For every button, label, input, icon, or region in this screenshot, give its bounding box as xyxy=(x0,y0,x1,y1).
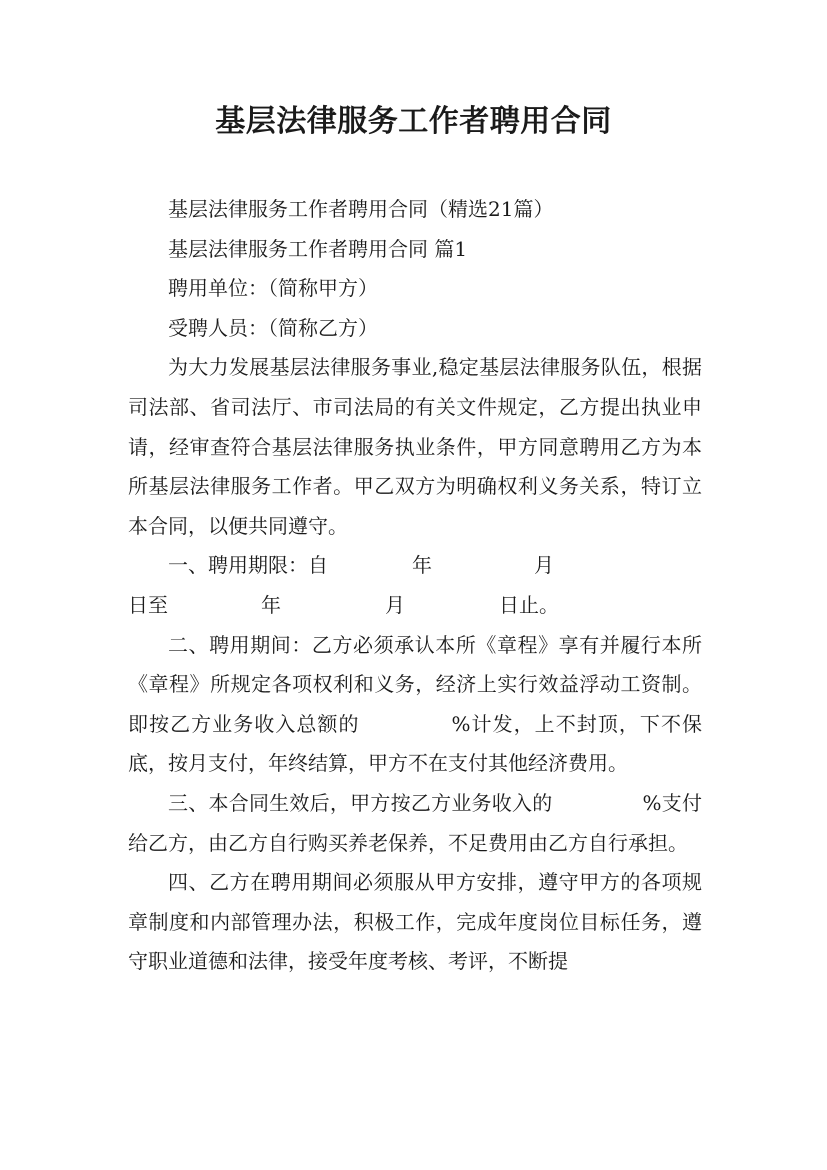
clause-3-paragraph xyxy=(128,784,702,863)
term-year: 年 xyxy=(412,553,432,578)
document-title: 基层法律服务工作者聘用合同 xyxy=(215,104,612,139)
intro-paragraph: 为大力发展基层法律服务事业,稳定基层法律服务队伍，根据司法部、省司法厅、市司法局的有关文件规定，乙方提出执业申请，经审查符合基层法律服务执业条件，甲方同意聘用乙方为本所基层法律服务工作者。甲乙双方为明确权利义务关系，特订立本合同，以便共同遵守。 xyxy=(128,355,702,538)
term-month2: 月 xyxy=(385,592,405,617)
clause-2-paragraph xyxy=(128,626,702,784)
clause-3-before: 三、本合同生效后，甲方按乙方业务收入的 xyxy=(168,790,553,815)
term-label: 一、聘用期限：自 xyxy=(168,553,328,578)
term-day-to: 日至 xyxy=(128,592,168,617)
clause-2-after: %计发，上不封顶，下不保底，按月支付，年终结算，甲方不在支付其他经济费用。 xyxy=(128,711,702,776)
subtitle-line: 基层法律服务工作者聘用合同（精选21篇） xyxy=(168,197,554,221)
term-line-2 xyxy=(128,586,702,626)
part-heading: 基层法律服务工作者聘用合同 篇1 xyxy=(168,236,468,261)
clause-3-after: %支付给乙方，由乙方自行购买养老保养，不足费用由乙方自行承担。 xyxy=(128,790,702,855)
term-year2: 年 xyxy=(261,592,281,617)
document-body xyxy=(128,190,702,982)
term-month: 月 xyxy=(534,553,554,578)
clause-4-paragraph: 四、乙方在聘用期间必须服从甲方安排，遵守甲方的各项规章制度和内部管理办法，积极工作，完成年度岗位目标任务，遵守职业道德和法律，接受年度考核、考评，不断提 xyxy=(128,870,702,974)
term-line-1 xyxy=(128,546,702,586)
employee-line: 受聘人员：（简称乙方） xyxy=(168,315,378,340)
clause-2-before: 二、聘用期间：乙方必须承认本所《章程》享有并履行本所《章程》所规定各项权利和义务，经济上实行效益浮动工资制。即按乙方业务收入总额的 xyxy=(128,632,702,736)
term-day-end: 日止。 xyxy=(499,592,559,617)
employer-line: 聘用单位：（简称甲方） xyxy=(168,276,378,301)
